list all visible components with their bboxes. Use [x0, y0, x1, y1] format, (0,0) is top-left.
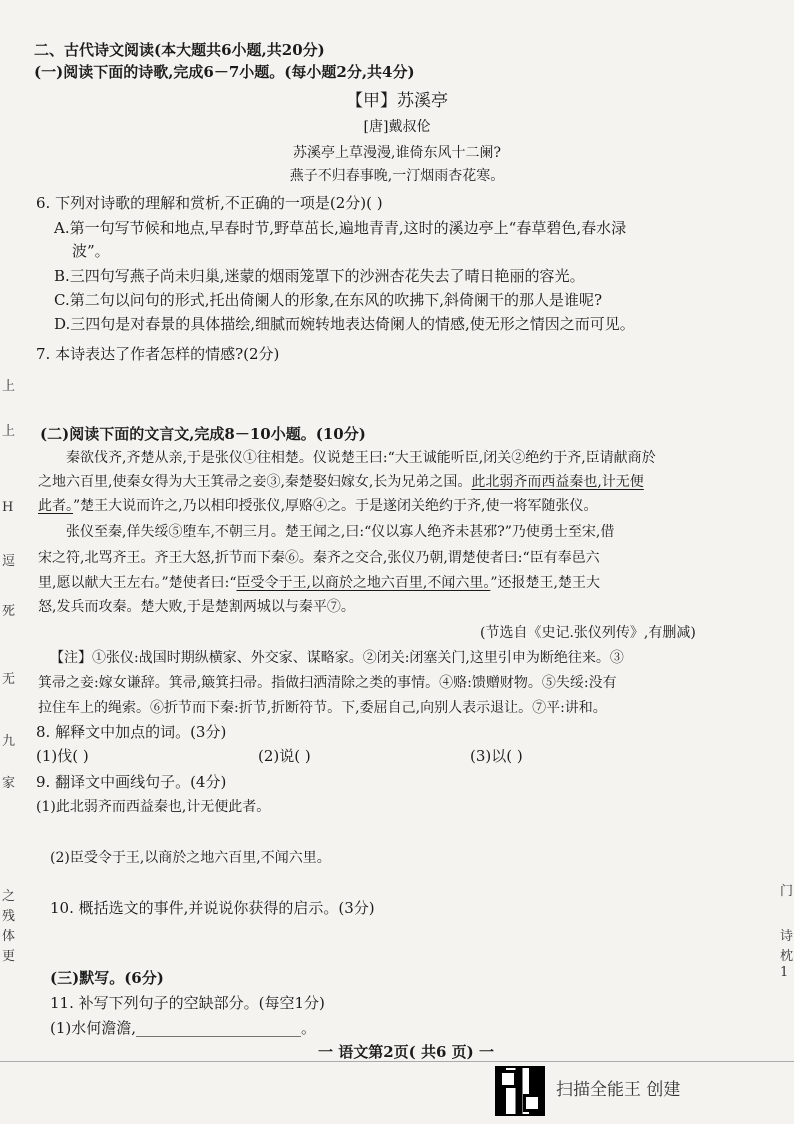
- note-line3: 拉住车上的绳索。⑥折节而下秦:折节,折断符节。下,委屈自己,向别人表示退让。⑦平:讲和。: [38, 700, 607, 716]
- q8-blank-2: (2)说( ): [258, 747, 311, 765]
- qr-code-icon: [495, 1066, 545, 1116]
- poem-title: 【甲】苏溪亭: [346, 91, 448, 111]
- margin-char: H: [2, 500, 14, 515]
- poem-author: [唐]戴叔伦: [363, 119, 431, 135]
- q11-item-1: (1)水何澹澹,______________________。: [50, 1019, 317, 1037]
- passage-p2-line1: 张仪至秦,佯失绥⑤堕车,不朝三月。楚王闻之,曰:“仪以寡人绝齐未甚邪?”乃使勇士至宋,借: [66, 524, 615, 540]
- passage-p1-line3: 此者。”楚王大说而许之,乃以相印授张仪,厚赂④之。于是遂闭关绝约于齐,使一将军随张仪。: [38, 498, 598, 514]
- margin-char: 上: [2, 424, 16, 439]
- q6-option-c: C.第二句以问句的形式,托出倚阑人的形象,在东风的吹拂下,斜倚阑干的那人是谁呢?: [54, 291, 603, 309]
- poem-line-1: 苏溪亭上草漫漫,谁倚东风十二阑?: [293, 145, 501, 161]
- margin-char: 体: [2, 929, 16, 944]
- part1-title: (一)阅读下面的诗歌,完成6－7小题。(每小题2分,共4分): [34, 63, 415, 81]
- question-6: 6. 下列对诗歌的理解和赏析,不正确的一项是(2分)( ): [36, 194, 383, 212]
- passage-p2-line3: 里,愿以献大王左右。”楚使者曰:“臣受令于王,以商於之地六百里,不闻六里。”还报楚王,楚王大: [38, 575, 600, 591]
- passage-p1-line2: 之地六百里,使秦女得为大王箕帚之妾③,秦楚娶妇嫁女,长为兄弟之国。此北弱齐而西益秦也,计无便: [38, 474, 644, 490]
- passage-p2-line4: 怒,发兵而攻秦。楚大败,于是楚割两城以与秦平⑦。: [38, 599, 355, 615]
- part2-title: (二)阅读下面的文言文,完成8－10小题。(10分): [40, 425, 366, 443]
- page-number: 一 语文第2页( 共6 页) 一: [318, 1043, 494, 1061]
- question-10: 10. 概括选文的事件,并说说你获得的启示。(3分): [50, 899, 375, 917]
- part3-title: (三)默写。(6分): [50, 969, 164, 987]
- margin-char: 家: [2, 776, 16, 791]
- q6-option-d: D.三四句是对春景的具体描绘,细腻而婉转地表达倚阑人的情感,使无形之情因之而可见。: [54, 315, 635, 333]
- passage-p2-line2: 宋之符,北骂齐王。齐王大怒,折节而下秦⑥。秦齐之交合,张仪乃朝,谓楚使者曰:“臣有奉邑六: [38, 550, 600, 566]
- margin-char: 死: [2, 604, 16, 619]
- q6-option-a: A.第一句写节候和地点,早春时节,野草茁长,遍地青青,这时的溪边亭上“春草碧色,春水渌: [54, 219, 627, 237]
- passage-p1-line1: 秦欲伐齐,齐楚从亲,于是张仪①往相楚。仪说楚王曰:“大王诚能听臣,闭关②绝约于齐,臣请献商於: [66, 450, 656, 466]
- poem-line-2: 燕子不归春事晚,一汀烟雨杏花寒。: [289, 168, 505, 184]
- note-line2: 箕帚之妾:嫁女谦辞。箕帚,簸箕扫帚。指做扫洒清除之类的事情。④赂:馈赠财物。⑤失绥:没有: [38, 675, 617, 691]
- margin-char: 之: [2, 889, 16, 904]
- underlined-sentence-1a: 此北弱齐而西益秦也,计无便: [471, 474, 644, 490]
- q8-blank-3: (3)以( ): [470, 747, 523, 765]
- q9-item-1: (1)此北弱齐而西益秦也,计无便此者。: [36, 799, 271, 815]
- margin-char: 诗: [780, 929, 794, 944]
- margin-char: 枕: [780, 949, 794, 964]
- q6-option-a-cont: 波”。: [72, 242, 110, 260]
- question-8: 8. 解释文中加点的词。(3分): [36, 723, 227, 741]
- question-11: 11. 补写下列句子的空缺部分。(每空1分): [50, 994, 325, 1012]
- scanner-watermark: 扫描全能王 创建: [556, 1080, 681, 1100]
- question-9: 9. 翻译文中画线句子。(4分): [36, 773, 227, 791]
- question-7: 7. 本诗表达了作者怎样的情感?(2分): [36, 345, 280, 363]
- margin-char: 九: [2, 734, 16, 749]
- section-title: 二、古代诗文阅读(本大题共6小题,共20分): [34, 41, 325, 59]
- q6-option-b: B.三四句写燕子尚未归巢,迷蒙的烟雨笼罩下的沙洲杏花失去了晴日艳丽的容光。: [54, 267, 585, 285]
- margin-char: 上: [2, 379, 16, 394]
- passage-source: (节选自《史记.张仪列传》,有删减): [480, 625, 696, 641]
- q9-item-2: (2)臣受令于王,以商於之地六百里,不闻六里。: [50, 850, 331, 866]
- margin-char: 无: [2, 672, 16, 687]
- margin-char: 更: [2, 949, 16, 964]
- margin-char: 1: [780, 965, 789, 980]
- underlined-sentence-1b: 此者。: [38, 498, 73, 514]
- note-line1: 【注】①张仪:战国时期纵横家、外交家、谋略家。②闭关:闭塞关门,这里引申为断绝往来。③: [50, 650, 624, 666]
- q8-blank-1: (1)伐( ): [36, 747, 89, 765]
- underlined-sentence-2: 臣受令于王,以商於之地六百里,不闻六里。: [236, 575, 491, 591]
- margin-char: 逗: [2, 554, 16, 569]
- margin-char: 门: [780, 884, 794, 899]
- margin-char: 残: [2, 909, 16, 924]
